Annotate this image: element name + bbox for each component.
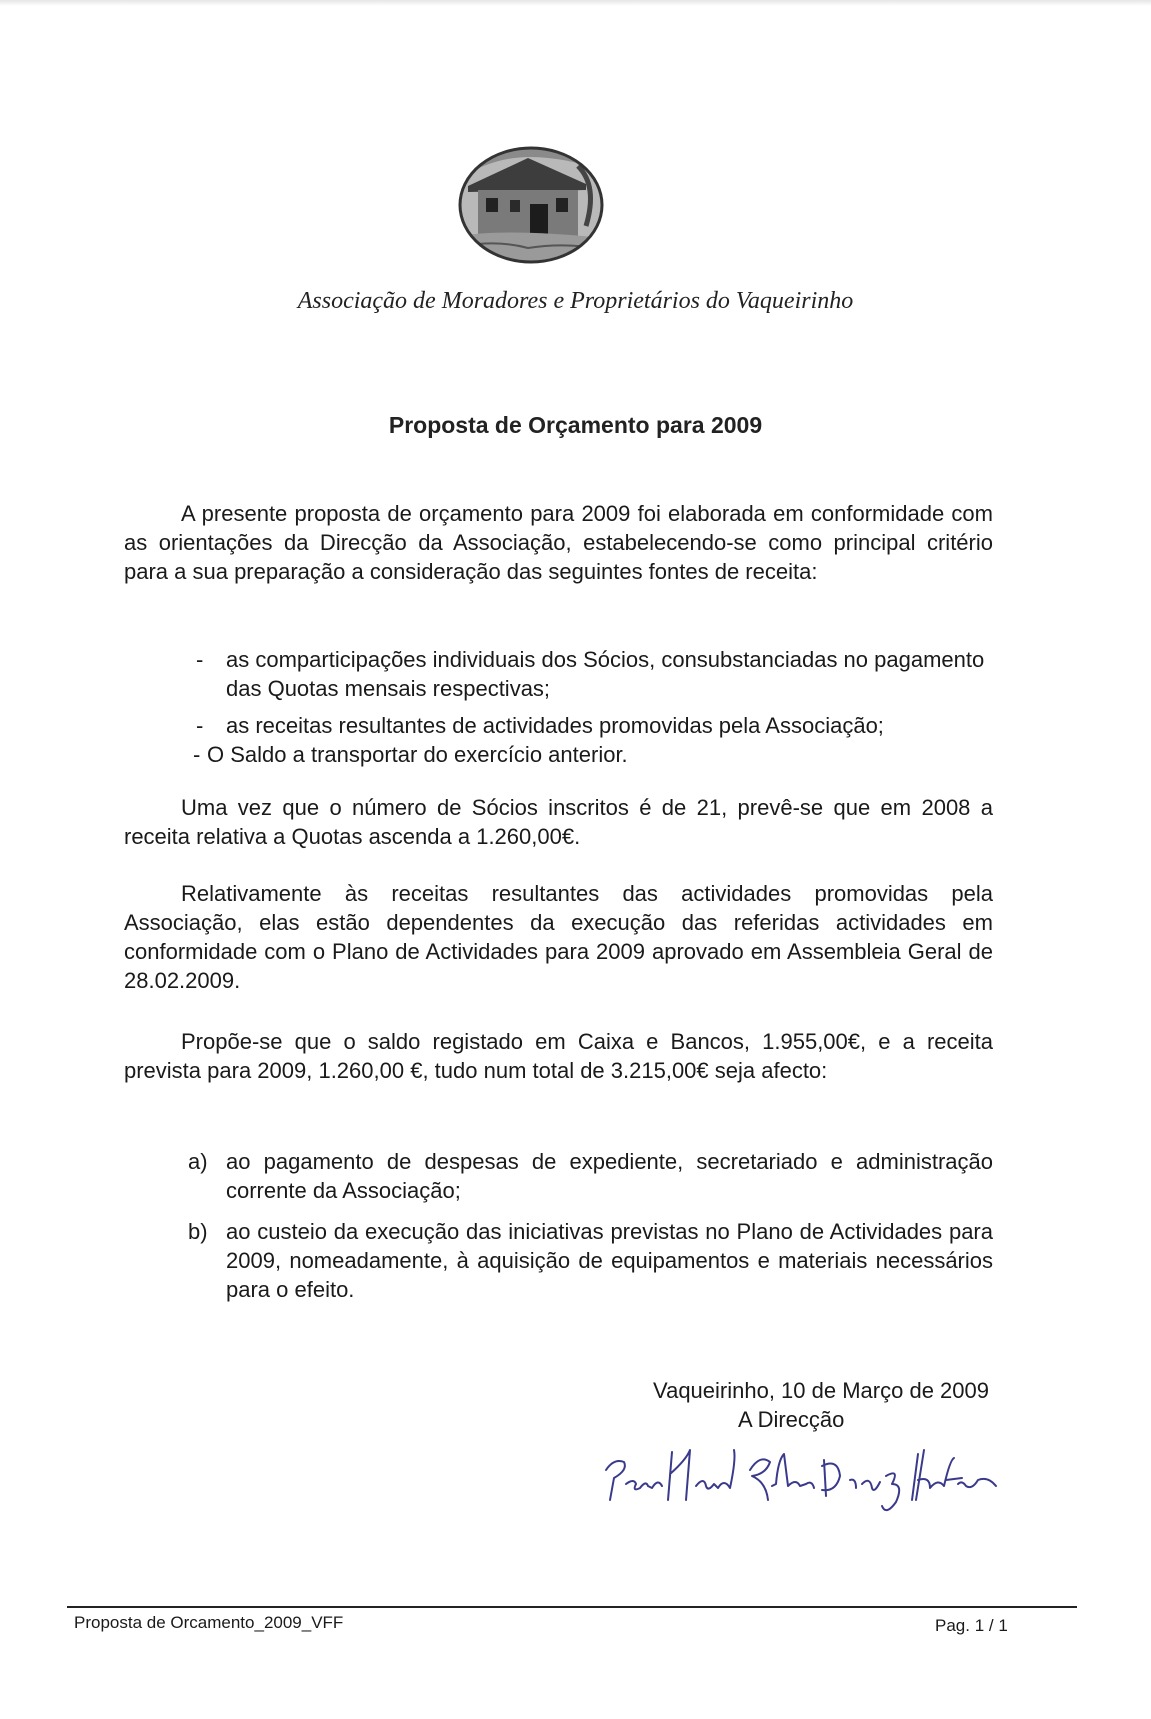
intro-paragraph: A presente proposta de orçamento para 2009 foi elaborada em conformidade com as orientações da Direcção da Associação, estabelecendo-se como principal critério para a sua preparação a consideração das seguintes fontes de receita: [124, 501, 993, 584]
footer-divider [67, 1606, 1077, 1608]
list-bullet: - [193, 742, 201, 767]
socios-paragraph: Uma vez que o número de Sócios inscritos é de 21, prevê-se que em 2008 a receita relativa a Quotas ascenda a 1.260,00€. [124, 795, 993, 849]
farmhouse-logo-icon [458, 146, 604, 264]
list-bullet: - [196, 647, 204, 672]
signatory: A Direcção [738, 1407, 845, 1432]
actividades-paragraph: Relativamente às receitas resultantes das actividades promovidas pela Associação, elas estão dependentes da execução das referidas actividades em conformidade com o Plano de Actividades para 2009 aprovado em Assembleia Geral de 28.02.2009. [124, 881, 993, 993]
place-date: Vaqueirinho, 10 de Março de 2009 [653, 1378, 989, 1403]
footer-page-number: Pag. 1 / 1 [935, 1616, 1008, 1635]
footer-document-name: Proposta de Orcamento_2009_VFF [74, 1613, 344, 1632]
scan-edge [0, 0, 1151, 6]
list-bullet: - [196, 713, 204, 738]
allocation-text: ao custeio da execução das iniciativas previstas no Plano de Actividades para 2009, nomeadamente, à aquisição de equipamentos e materiais necessários para o efeito. [226, 1219, 993, 1302]
list-item-text: O Saldo a transportar do exercício anterior. [207, 742, 628, 767]
list-item-text: as receitas resultantes de actividades promovidas pela Associação; [226, 713, 884, 738]
handwritten-signature-icon [600, 1440, 1005, 1516]
association-name: Associação de Moradores e Proprietários do Vaqueirinho [297, 288, 854, 314]
allocation-marker: b) [188, 1219, 208, 1244]
document-title: Proposta de Orçamento para 2009 [388, 412, 763, 438]
list-item-text: as comparticipações individuais dos Sócios, consubstanciadas no pagamento das Quotas mensais respectivas; [226, 647, 985, 701]
allocation-marker: a) [188, 1149, 208, 1174]
saldo-paragraph: Propõe-se que o saldo registado em Caixa e Bancos, 1.955,00€, e a receita prevista para 2009, 1.260,00 €, tudo num total de 3.215,00€ seja afecto: [124, 1029, 993, 1083]
allocation-text: ao pagamento de despesas de expediente, secretariado e administração corrente da Associação; [226, 1149, 993, 1203]
